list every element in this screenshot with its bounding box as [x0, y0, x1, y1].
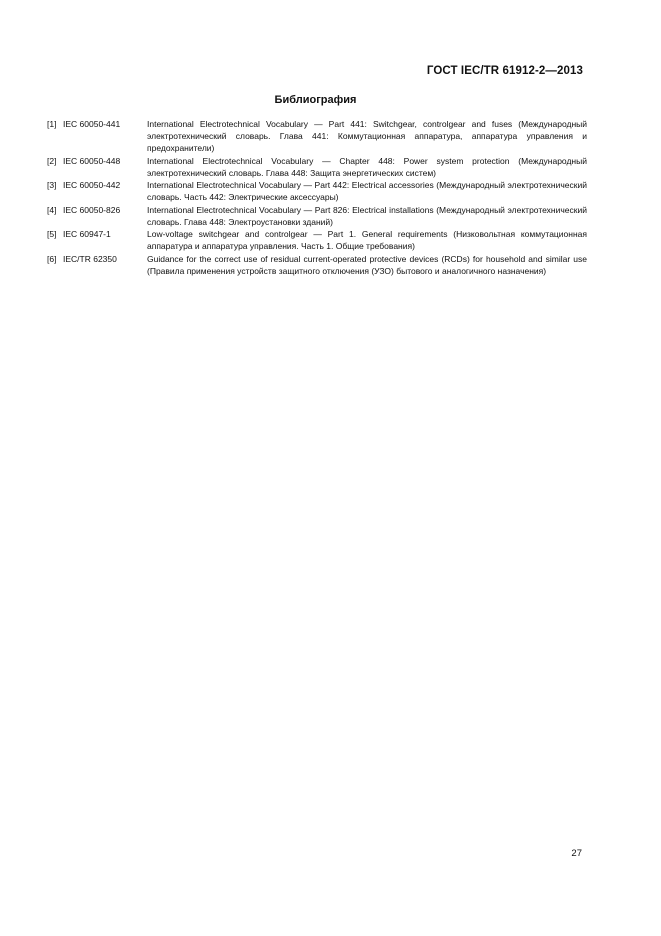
bibliography-list — [47, 118, 587, 277]
standard-header: ГОСТ IEC/TR 61912-2—2013 — [426, 65, 583, 77]
reference-text: Low-voltage switchgear and controlgear — Part 1. General requirements (Низковольтная коммутационная аппаратура и аппаратура управления. Часть 1. Общие требования) — [147, 229, 587, 251]
reference-number: [3] — [47, 180, 57, 190]
reference-number: [1] — [47, 119, 57, 129]
reference-number: [2] — [47, 155, 57, 166]
reference-code: IEC 60947-1 — [63, 229, 111, 239]
reference-text: International Electrotechnical Vocabulary — Part 826: Electrical installations (Международный электротехнический словарь. Глава 448: Электроустановки зданий) — [147, 204, 587, 227]
reference-number: [4] — [47, 204, 57, 215]
reference-code: IEC/TR 62350 — [63, 253, 117, 264]
reference-code: IEC 60050-826 — [63, 204, 121, 215]
page-number: 27 — [571, 848, 582, 859]
reference-number: [6] — [47, 253, 57, 264]
reference-item — [47, 118, 587, 154]
reference-code: IEC 60050-448 — [63, 155, 121, 166]
reference-item — [47, 155, 587, 179]
reference-item — [47, 228, 587, 252]
reference-item — [47, 179, 587, 203]
reference-item — [47, 204, 587, 228]
reference-code: IEC 60050-441 — [63, 119, 121, 129]
reference-text: Guidance for the correct use of residual current-operated protective devices (RCDs) for household and similar use (Правила применения устройств защитного отключения (УЗО) бытового и аналогичного назначения) — [147, 253, 587, 276]
reference-text: International Electrotechnical Vocabulary — Part 442: Electrical accessories (Международный электротехнический словарь. Часть 442: Электрические аксессуары) — [147, 180, 587, 202]
reference-item — [47, 253, 587, 277]
reference-number: [5] — [47, 229, 57, 239]
bibliography-title: Библиография — [274, 94, 357, 106]
reference-text: International Electrotechnical Vocabulary — Chapter 448: Power system protection (Международный электротехнический словарь. Глава 448: Защита энергетических систем) — [147, 155, 587, 178]
reference-code: IEC 60050-442 — [63, 180, 121, 190]
reference-text: International Electrotechnical Vocabulary — Part 441: Switchgear, controlgear and fuses (Международный электротехнический словарь. Глава 441: Коммутационная аппаратура, аппаратура управления и предохранители) — [147, 119, 587, 153]
